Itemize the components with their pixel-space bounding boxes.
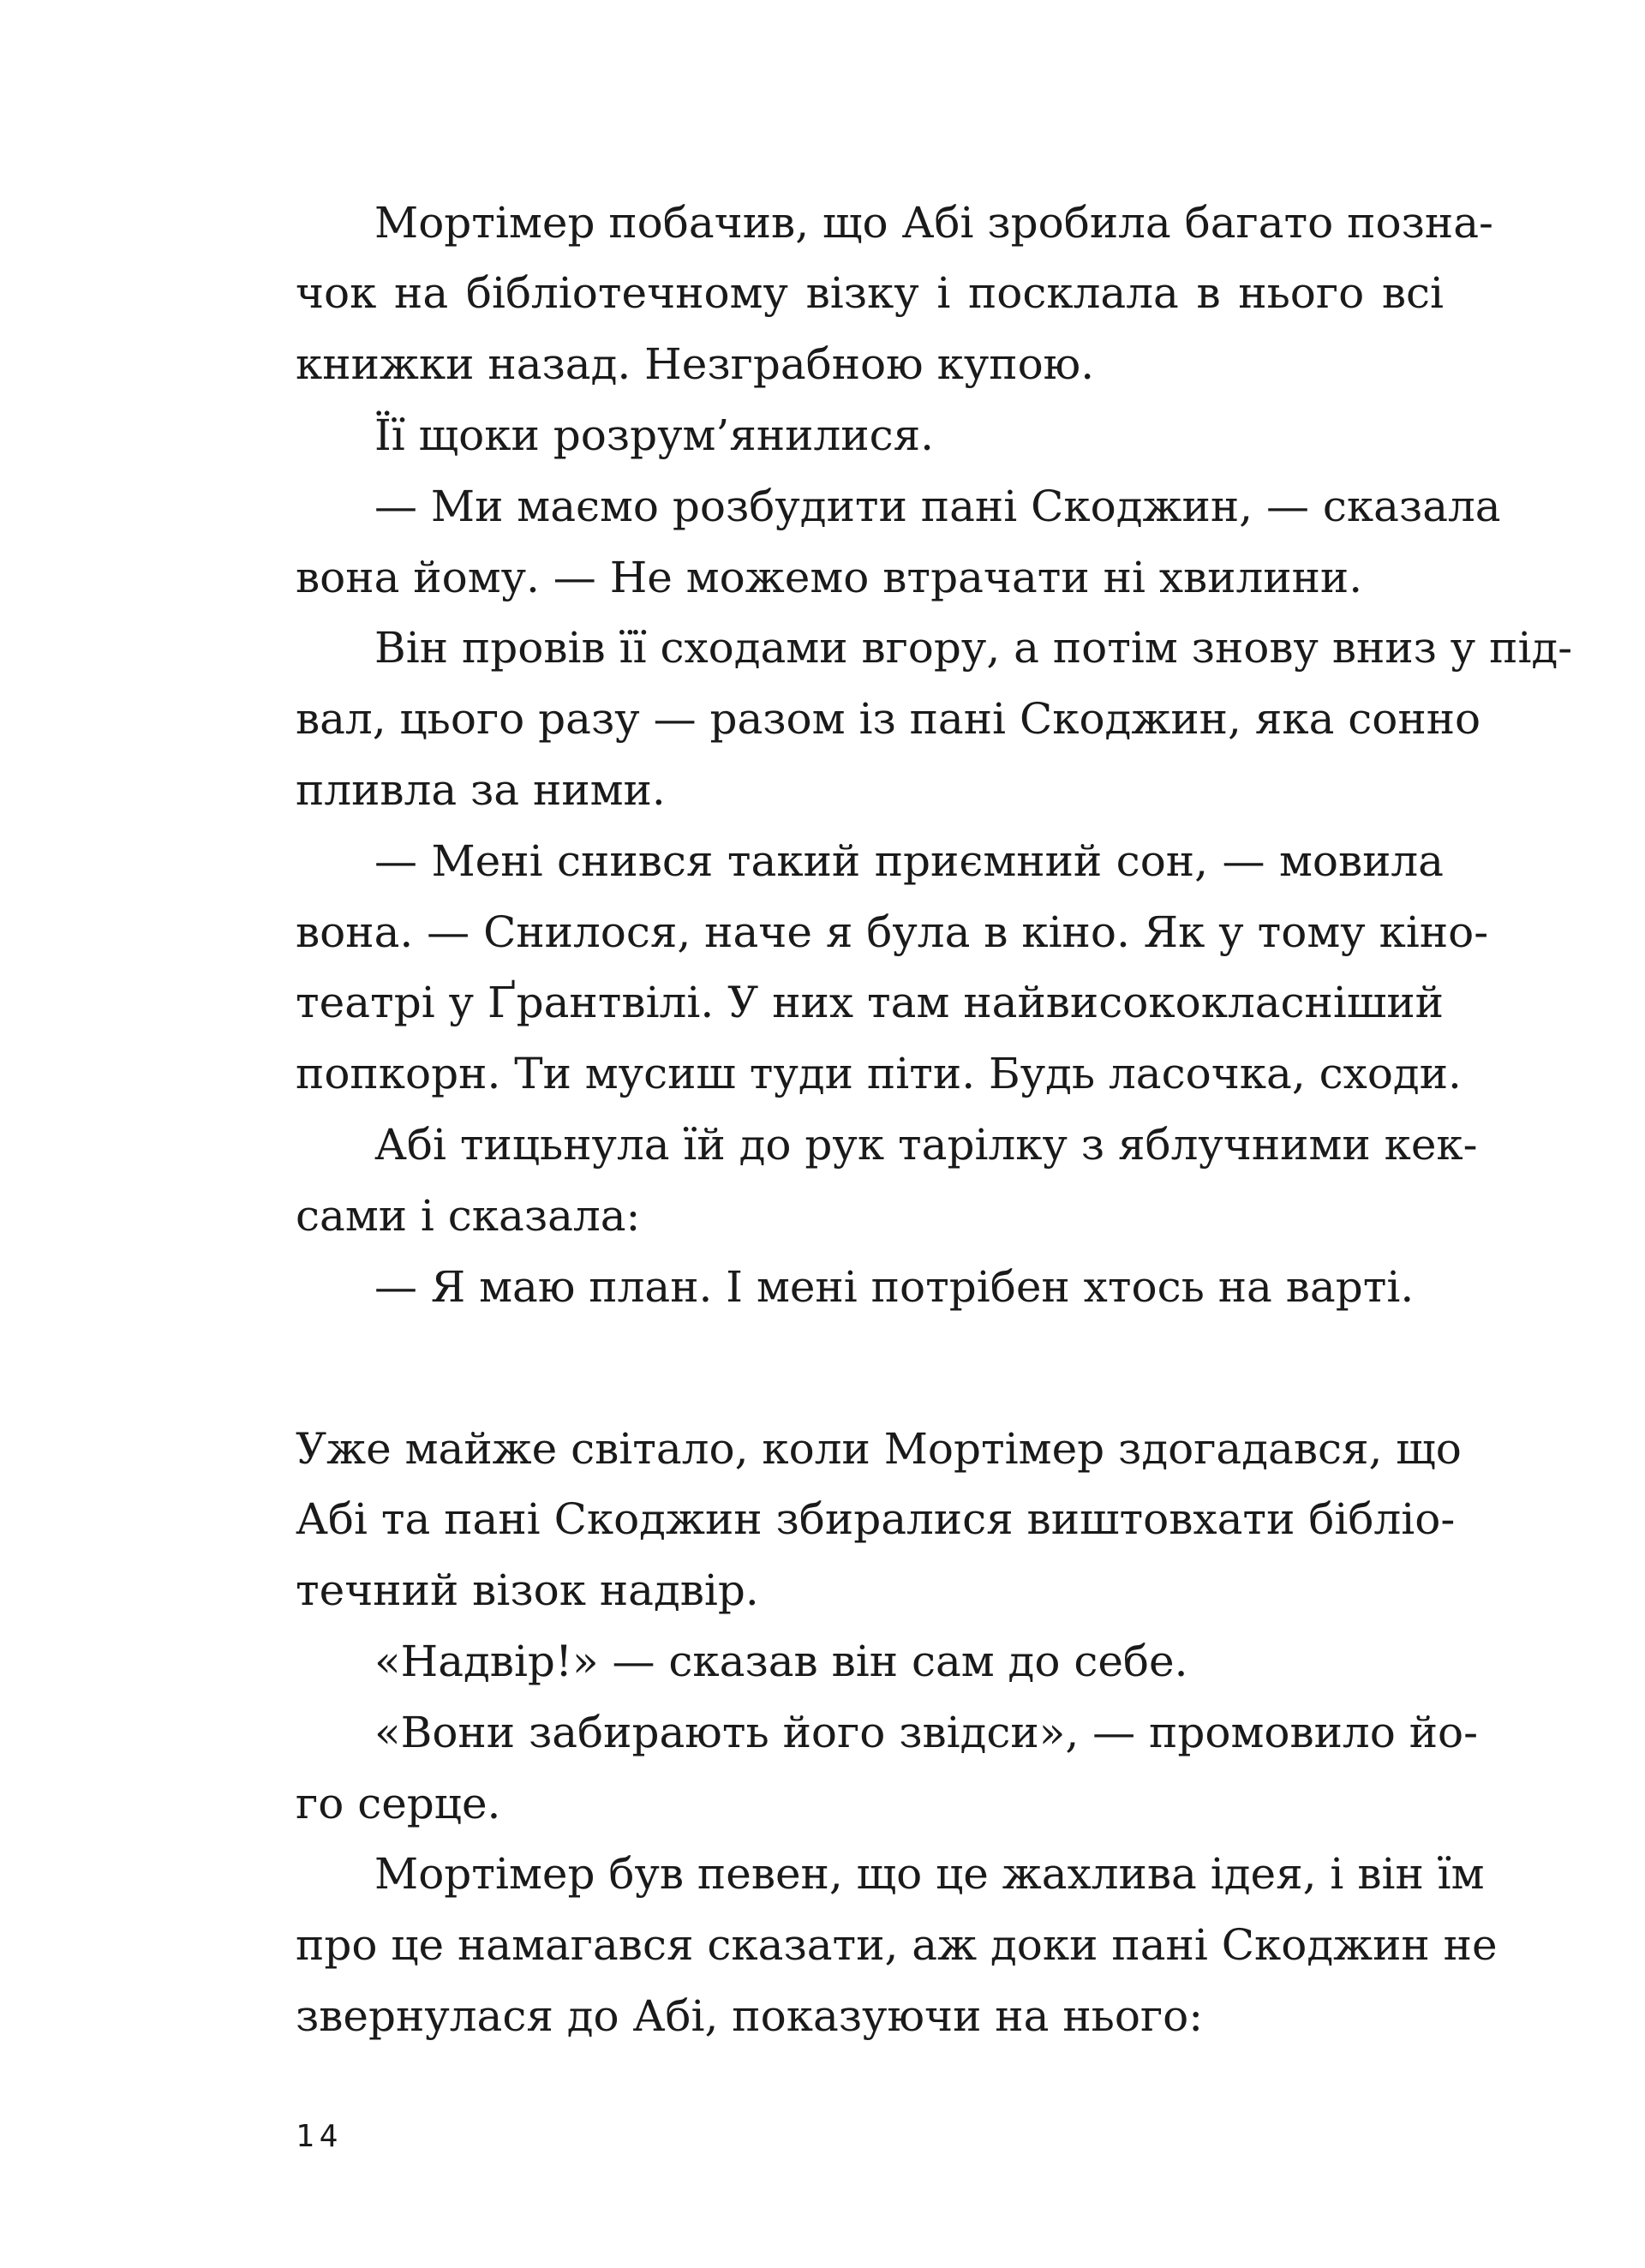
text-line: — Ми маємо розбудити пані Скоджин, — сказала: [374, 482, 1501, 531]
text-line: Мортімер побачив, що Абі зробила багато позна-: [374, 198, 1493, 248]
text-line: Мортімер був певен, що це жахлива ідея, і він їм: [374, 1849, 1485, 1899]
text-line: сами і сказала:: [296, 1191, 641, 1241]
text-line: вал, цього разу — разом із пані Скоджин, яка сонно: [296, 694, 1481, 744]
text-line: Абі тицьнула їй до рук тарілку з яблучними кек-: [374, 1120, 1478, 1170]
text-line: чок на бібліотечному візку і посклала в нього всі: [296, 268, 1444, 318]
text-line: про це намагався сказати, аж доки пані Скоджин не: [296, 1920, 1498, 1970]
text-line: Уже майже світало, коли Мортімер здогадався, що: [296, 1424, 1462, 1474]
page-number: 14: [296, 2119, 344, 2154]
text-line: звернулася до Абі, показуючи на нього:: [296, 1991, 1204, 2041]
text-line: — Я маю план. І мені потрібен хтось на варті.: [374, 1262, 1415, 1312]
text-line: вона йому. — Не можемо втрачати ні хвилини.: [296, 553, 1363, 602]
text-line: Він провів її сходами вгору, а потім знову вниз у під-: [374, 623, 1573, 673]
text-line: «Вони забирають його звідси», — промовило йо-: [374, 1708, 1479, 1757]
text-line: театрі у Ґрантвілі. У них там найвисококласніший: [296, 978, 1444, 1027]
text-line: вона. — Снилося, наче я була в кіно. Як у тому кіно-: [296, 907, 1489, 957]
text-line: — Мені снився такий приємний сон, — мовила: [374, 836, 1444, 886]
text-line: Абі та пані Скоджин збиралися виштовхати бібліо-: [296, 1494, 1456, 1544]
text-line: течний візок надвір.: [296, 1565, 759, 1615]
text-line: Її щоки розрум’янилися.: [374, 410, 935, 460]
text-line: пливла за ними.: [296, 765, 666, 815]
text-line: «Надвір!» — сказав він сам до себе.: [374, 1637, 1188, 1686]
text-line: попкорн. Ти мусиш туди піти. Будь ласочка, сходи.: [296, 1049, 1462, 1098]
text-line: го серце.: [296, 1779, 501, 1828]
text-line: книжки назад. Незграбною купою.: [296, 339, 1095, 389]
